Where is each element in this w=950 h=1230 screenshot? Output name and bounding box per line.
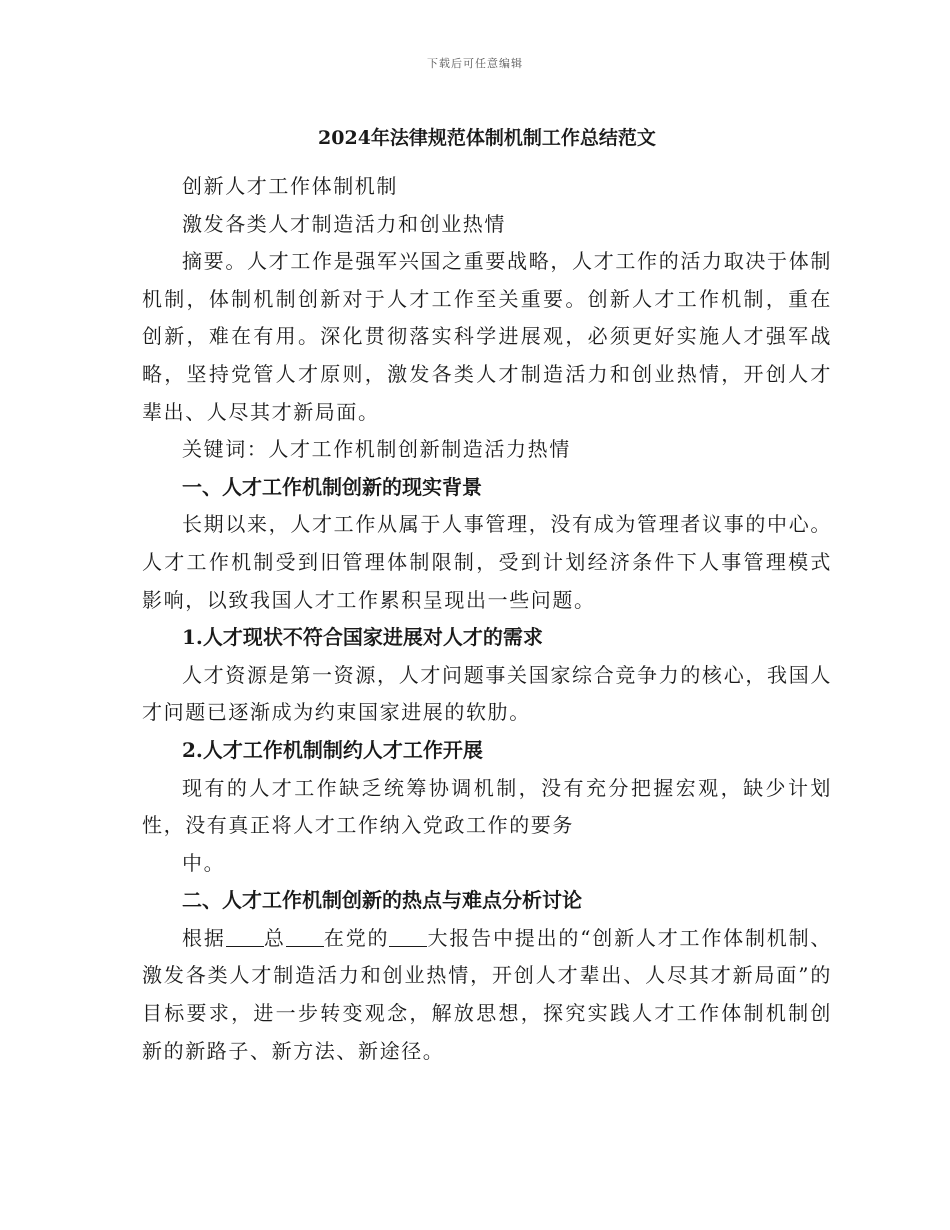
subsection-2-paragraph-tail: 中。 <box>182 850 226 875</box>
abstract-paragraph: 摘要。人才工作是强军兴国之重要战略，人才工作的活力取决于体制机制，体制机制创新对于人才工作至关重要。创新人才工作机制，重在创新，难在有用。深化贯彻落实科学进展观，必须更好实施人才强军战略，坚持党管人才原则，激发各类人才制造活力和创业热情，开创人才辈出、人尽其才新局面。 <box>142 249 832 424</box>
subtitle-line-1: 创新人才工作体制机制 <box>182 174 398 198</box>
section-2-text-part-2: 总 <box>263 925 286 950</box>
subsection-2-paragraph: 现有的人才工作缺乏统筹协调机制，没有充分把握宏观，缺少计划性，没有真正将人才工作纳入党政工作的要务 <box>142 775 832 838</box>
keywords-paragraph: 关键词：人才工作机制创新制造活力热情 <box>182 437 571 462</box>
blank-underline <box>226 926 264 947</box>
section-2-text-part-3: 在党的 <box>323 925 390 950</box>
section-1-heading: 一、人才工作机制创新的现实背景 <box>182 474 482 499</box>
subtitle-line-2: 激发各类人才制造活力和创业热情 <box>182 211 506 236</box>
page-header-note: 下载后可任意编辑 <box>427 57 523 70</box>
section-1-paragraph: 长期以来，人才工作从属于人事管理，没有成为管理者议事的中心。人才工作机制受到旧管理体制限制，受到计划经济条件下人事管理模式影响，以致我国人才工作累积呈现出一些问题。 <box>142 512 832 612</box>
subsection-2-heading: 2.人才工作机制制约人才工作开展 <box>182 737 483 762</box>
subsection-1-paragraph: 人才资源是第一资源，人才问题事关国家综合竞争力的核心，我国人才问题已逐渐成为约束国家进展的软肋。 <box>142 662 832 725</box>
section-2-heading: 二、人才工作机制创新的热点与难点分析讨论 <box>182 888 582 913</box>
section-2-paragraph <box>142 920 832 1070</box>
section-2-text-part-1: 根据 <box>182 925 226 950</box>
document-body <box>142 120 832 1070</box>
blank-underline <box>286 926 324 947</box>
subsection-1-heading: 1.人才现状不符合国家进展对人才的需求 <box>182 625 543 650</box>
section-2-text-part-4: 大报告中提出的“创新人才工作体制机制、激发各类人才制造活力和创业热情，开创人才辈出、人尽其才新局面”的目标要求，进一步转变观念，解放思想，探究实践人才工作体制机制创新的新路子、新方法、新途径。 <box>142 925 832 1063</box>
blank-underline <box>389 926 427 947</box>
document-title: 2024年法律规范体制机制工作总结范文 <box>318 127 656 149</box>
